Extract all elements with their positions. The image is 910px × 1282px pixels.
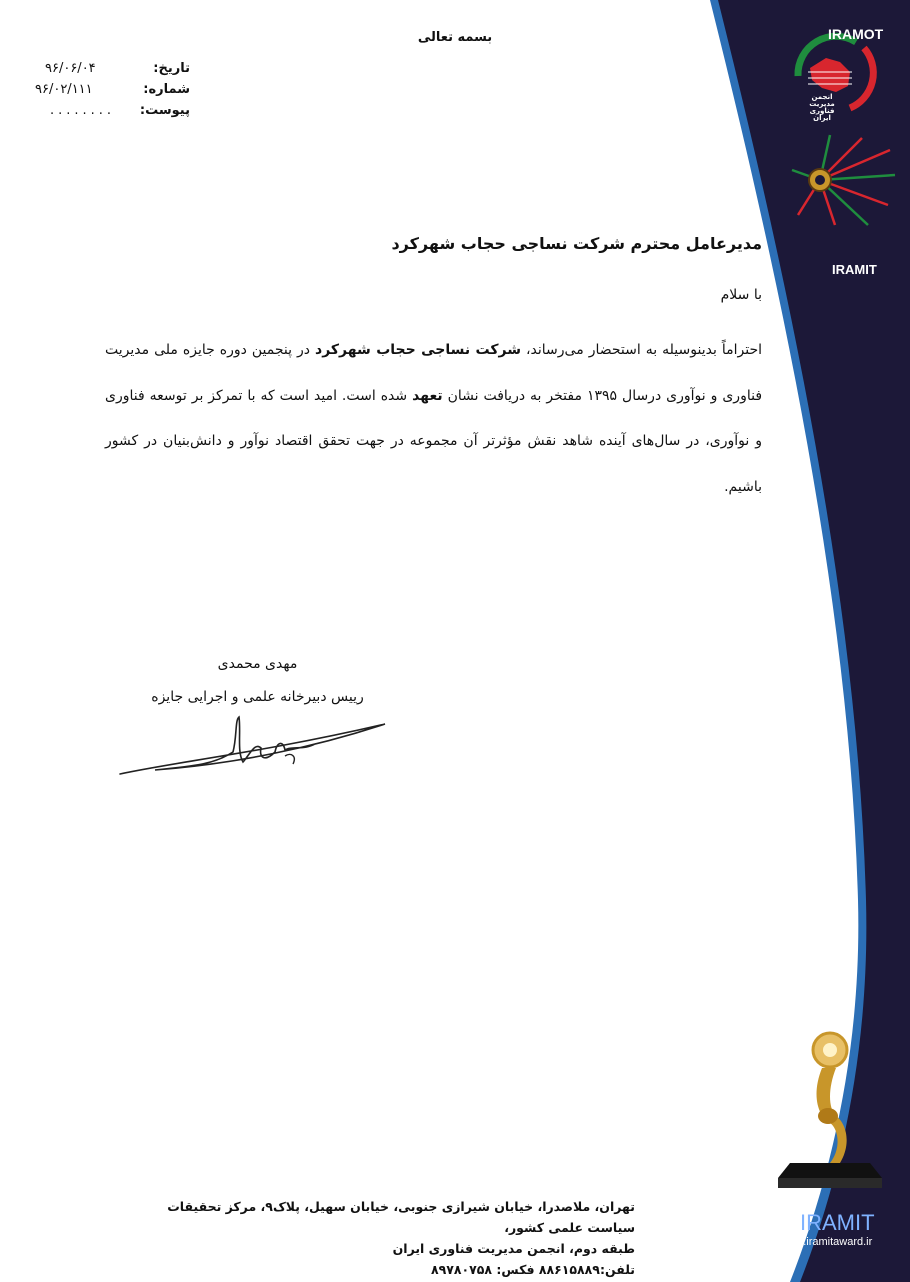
iramit-label: IRAMIT bbox=[832, 262, 877, 277]
footer-address bbox=[125, 1196, 635, 1280]
body-part-1: احتراماً بدینوسیله به استحضار می‌رساند، bbox=[521, 342, 762, 358]
signer-title: رییس دبیرخانه علمی و اجرایی جایزه bbox=[151, 689, 364, 705]
attachment-row bbox=[30, 100, 190, 121]
association-line-1: انجمن bbox=[811, 93, 833, 101]
handwritten-signature bbox=[115, 712, 395, 787]
attachment-value: ........ bbox=[50, 103, 116, 118]
date-value: ۹۶/۰۶/۰۴ bbox=[45, 61, 96, 76]
recipient-line: مدیرعامل محترم شرکت نساجی حجاب شهرکرد bbox=[391, 234, 762, 253]
greeting: با سلام bbox=[720, 287, 762, 303]
contact-line: تلفن:۸۸۶۱۵۸۸۹ فکس: ۸۹۷۸۰۷۵۸ bbox=[431, 1262, 635, 1277]
iramit-starburst-icon bbox=[790, 130, 900, 230]
bismillah-heading: بسمه تعالی bbox=[417, 30, 493, 45]
iramot-label: IRAMOT bbox=[828, 26, 884, 42]
body-part-2: در پنجمین دوره جایزه ملی مدیریت فناوری و نوآوری درسال ۱۳۹۵ مفتخر به دریافت نشان bbox=[105, 342, 763, 404]
number-label: شماره: bbox=[143, 82, 190, 97]
letter-meta bbox=[30, 58, 190, 121]
number-value: ۹۶/۰۲/۱۱۱ bbox=[35, 82, 93, 97]
association-label bbox=[802, 94, 842, 122]
number-row bbox=[30, 79, 190, 100]
body-part-3: شده است. امید است که با تمرکز بر توسعه فناوری و نوآوری، در سال‌های آینده شاهد نقش مؤثرتر آن مجموعه در جهت تحقق اقتصاد نوآور و دانش‌بنیان در کشور باشیم. bbox=[105, 387, 762, 495]
website-link[interactable]: www.iramitaward.ir bbox=[780, 1236, 873, 1248]
association-line-2: مدیریت فناوری bbox=[809, 100, 835, 115]
letterhead-sidebar bbox=[700, 0, 910, 1282]
trophy-icon bbox=[770, 1028, 890, 1188]
iramit-award-label: IRAMIT bbox=[800, 1210, 875, 1235]
attachment-label: پیوست: bbox=[139, 103, 190, 118]
award-name: تعهد bbox=[412, 387, 443, 404]
association-line-3: ایران bbox=[813, 114, 831, 122]
address-line-2: طبقه دوم، انجمن مدیریت فناوری ایران bbox=[392, 1241, 635, 1256]
company-name: شرکت نساجی حجاب شهرکرد bbox=[315, 342, 521, 358]
address-line-1: تهران، ملاصدرا، خیابان شیرازی جنوبی، خیابان سهیل، پلاک۹، مرکز تحقیقات سیاست علمی کشور، bbox=[167, 1199, 635, 1235]
letter-body bbox=[105, 328, 762, 510]
date-label: تاریخ: bbox=[153, 61, 190, 76]
signer-name: مهدی محمدی bbox=[217, 656, 298, 672]
date-row bbox=[30, 58, 190, 79]
